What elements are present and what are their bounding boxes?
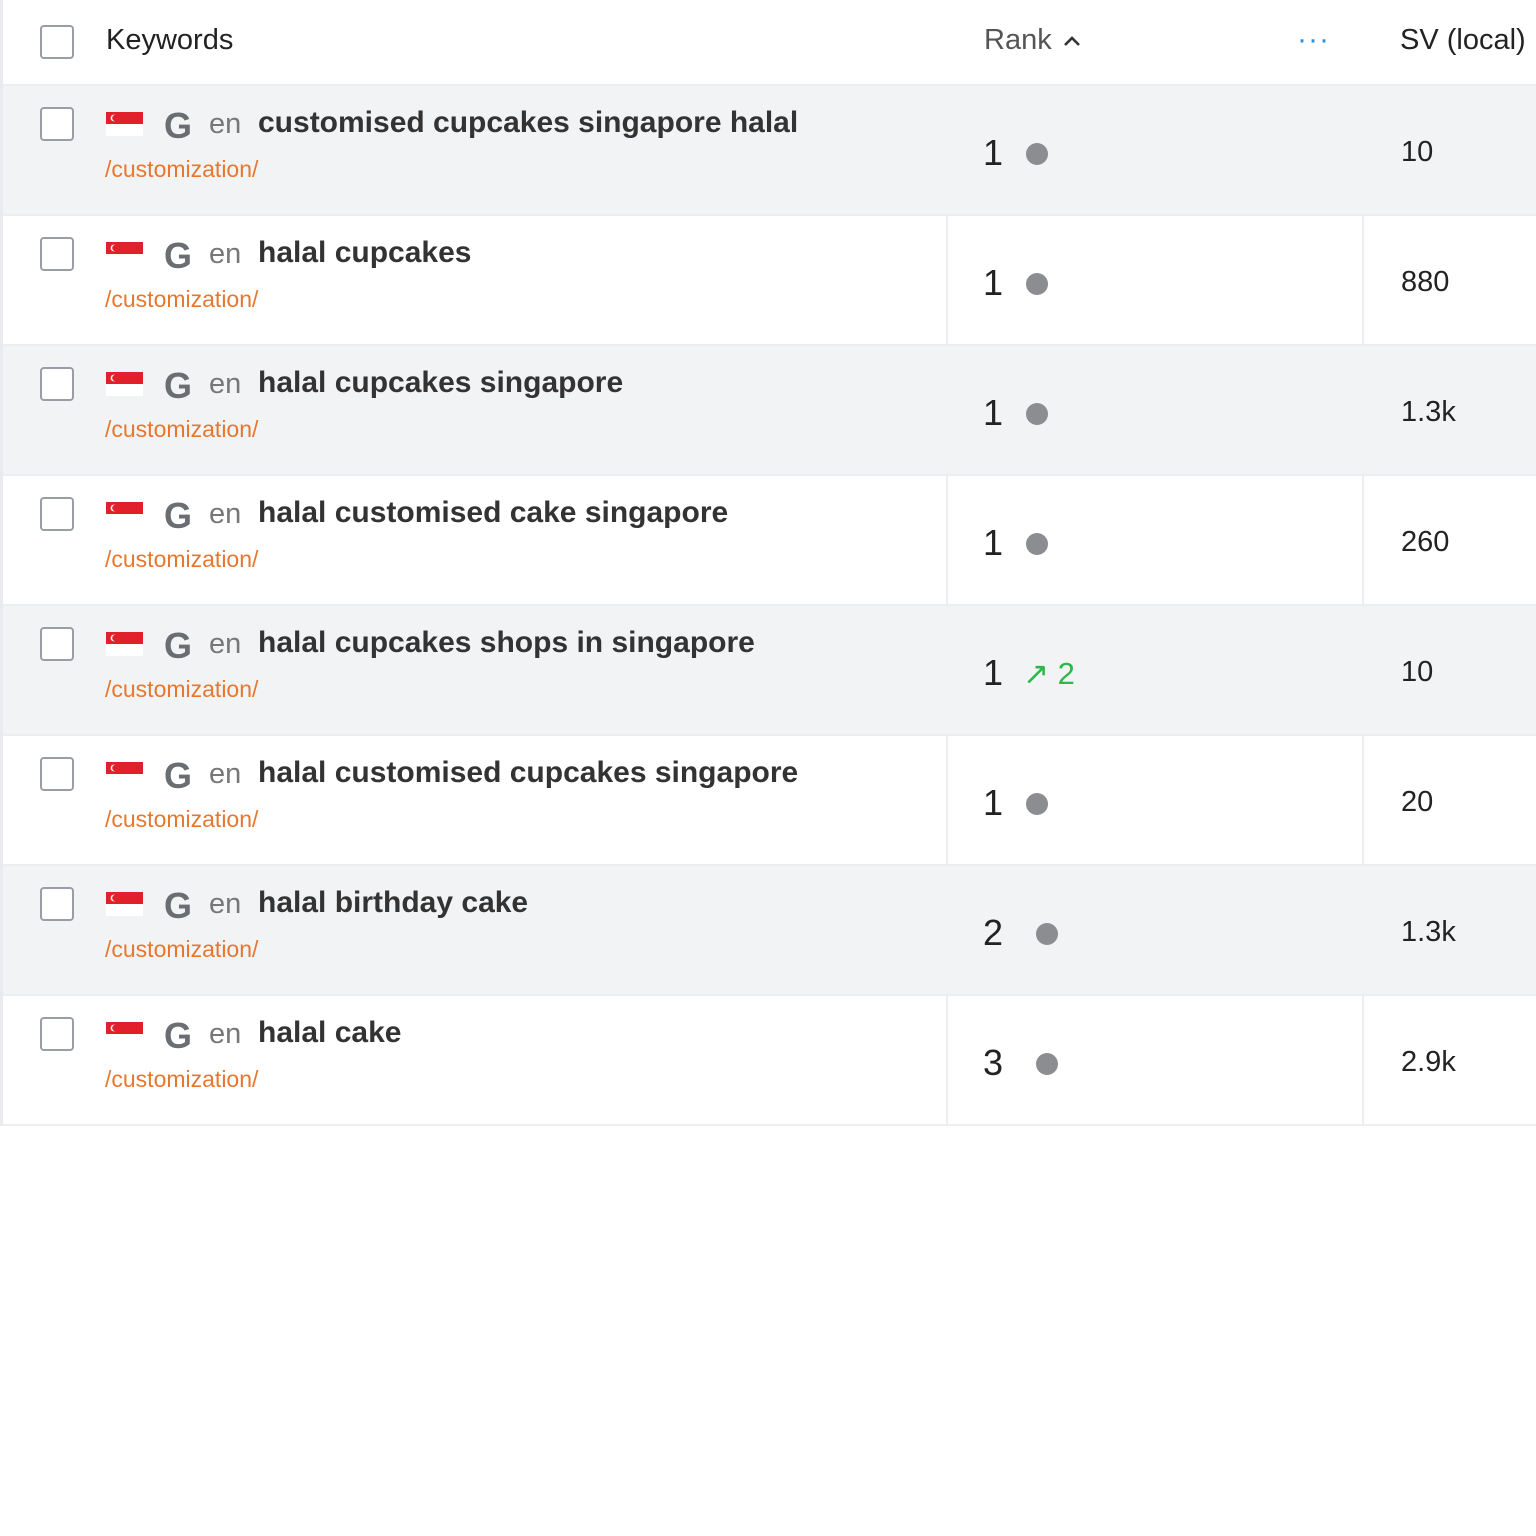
- rank-value: 1: [983, 132, 1004, 173]
- rank-value: 3: [983, 1042, 1004, 1083]
- rank-value: 1: [983, 392, 1004, 433]
- language-code: en: [209, 498, 242, 530]
- row-checkbox[interactable]: [40, 887, 74, 921]
- singapore-flag-icon: [106, 502, 143, 526]
- table-row[interactable]: [3, 606, 1536, 736]
- google-icon: G: [164, 625, 193, 666]
- rank-column-header[interactable]: [984, 24, 1082, 57]
- table-header: [3, 0, 1536, 86]
- keyword-url[interactable]: /customization/: [105, 676, 259, 702]
- table-row[interactable]: [3, 86, 1536, 216]
- language-code: en: [209, 888, 242, 920]
- keywords-column-header[interactable]: Keywords: [106, 24, 234, 56]
- no-change-dot-icon: [1026, 143, 1048, 165]
- google-icon: G: [164, 495, 193, 536]
- more-options-icon[interactable]: ···: [1297, 23, 1330, 56]
- language-code: en: [209, 628, 242, 660]
- search-volume-value: 1.3k: [1401, 396, 1456, 428]
- keyword-text[interactable]: halal birthday cake: [258, 886, 529, 919]
- table-row[interactable]: [3, 476, 1536, 606]
- keyword-url[interactable]: /customization/: [105, 546, 259, 572]
- singapore-flag-icon: [106, 1022, 143, 1046]
- search-volume-value: 20: [1401, 786, 1434, 818]
- keyword-url[interactable]: /customization/: [105, 286, 259, 312]
- no-change-dot-icon: [1026, 793, 1048, 815]
- row-checkbox[interactable]: [40, 1017, 74, 1051]
- singapore-flag-icon: [106, 892, 143, 916]
- search-volume-value: 2.9k: [1401, 1046, 1456, 1078]
- singapore-flag-icon: [106, 112, 143, 136]
- rank-value: 1: [983, 652, 1004, 693]
- sv-column-header[interactable]: SV (local): [1400, 24, 1526, 56]
- google-icon: G: [164, 885, 193, 926]
- keyword-text[interactable]: customised cupcakes singapore halal: [258, 106, 799, 139]
- keyword-url[interactable]: /customization/: [105, 416, 259, 442]
- select-all-checkbox[interactable]: [40, 25, 74, 59]
- language-code: en: [209, 108, 242, 140]
- google-icon: G: [164, 365, 193, 406]
- rank-value: 1: [983, 782, 1004, 823]
- rank-value: 2: [983, 912, 1004, 953]
- rank-change-up: ↗ 2: [1023, 656, 1075, 691]
- row-checkbox[interactable]: [40, 107, 74, 141]
- no-change-dot-icon: [1036, 1053, 1058, 1075]
- no-change-dot-icon: [1036, 923, 1058, 945]
- keyword-text[interactable]: halal cupcakes shops in singapore: [258, 626, 755, 659]
- row-checkbox[interactable]: [40, 757, 74, 791]
- google-icon: G: [164, 1015, 193, 1056]
- no-change-dot-icon: [1026, 403, 1048, 425]
- no-change-dot-icon: [1026, 533, 1048, 555]
- singapore-flag-icon: [106, 632, 143, 656]
- row-checkbox[interactable]: [40, 237, 74, 271]
- row-checkbox[interactable]: [40, 367, 74, 401]
- table-row[interactable]: [3, 866, 1536, 996]
- keyword-text[interactable]: halal cupcakes singapore: [258, 366, 624, 399]
- language-code: en: [209, 238, 242, 270]
- table-row[interactable]: [3, 346, 1536, 476]
- google-icon: G: [164, 755, 193, 796]
- language-code: en: [209, 1018, 242, 1050]
- search-volume-value: 10: [1401, 656, 1434, 688]
- language-code: en: [209, 758, 242, 790]
- table-body: [3, 86, 1536, 1126]
- search-volume-value: 880: [1401, 266, 1450, 298]
- google-icon: G: [164, 105, 193, 146]
- keyword-text[interactable]: halal cupcakes: [258, 236, 472, 269]
- singapore-flag-icon: [106, 372, 143, 396]
- keyword-text[interactable]: halal cake: [258, 1016, 402, 1049]
- table-row[interactable]: [3, 216, 1536, 346]
- keyword-url[interactable]: /customization/: [105, 936, 259, 962]
- keyword-url[interactable]: /customization/: [105, 156, 259, 182]
- keyword-text[interactable]: halal customised cake singapore: [258, 496, 729, 529]
- rank-value: 1: [983, 522, 1004, 563]
- singapore-flag-icon: [106, 762, 143, 786]
- singapore-flag-icon: [106, 242, 143, 266]
- search-volume-value: 10: [1401, 136, 1434, 168]
- language-code: en: [209, 368, 242, 400]
- table-row[interactable]: [3, 996, 1536, 1126]
- rank-header-label: Rank: [984, 24, 1052, 56]
- google-icon: G: [164, 235, 193, 276]
- keyword-text[interactable]: halal customised cupcakes singapore: [258, 756, 799, 789]
- table-row[interactable]: [3, 736, 1536, 866]
- search-volume-value: 1.3k: [1401, 916, 1456, 948]
- search-volume-value: 260: [1401, 526, 1450, 558]
- keyword-url[interactable]: /customization/: [105, 1066, 259, 1092]
- no-change-dot-icon: [1026, 273, 1048, 295]
- chevron-up-icon: [1062, 34, 1082, 48]
- rank-value: 1: [983, 262, 1004, 303]
- row-checkbox[interactable]: [40, 497, 74, 531]
- row-checkbox[interactable]: [40, 627, 74, 661]
- keyword-url[interactable]: /customization/: [105, 806, 259, 832]
